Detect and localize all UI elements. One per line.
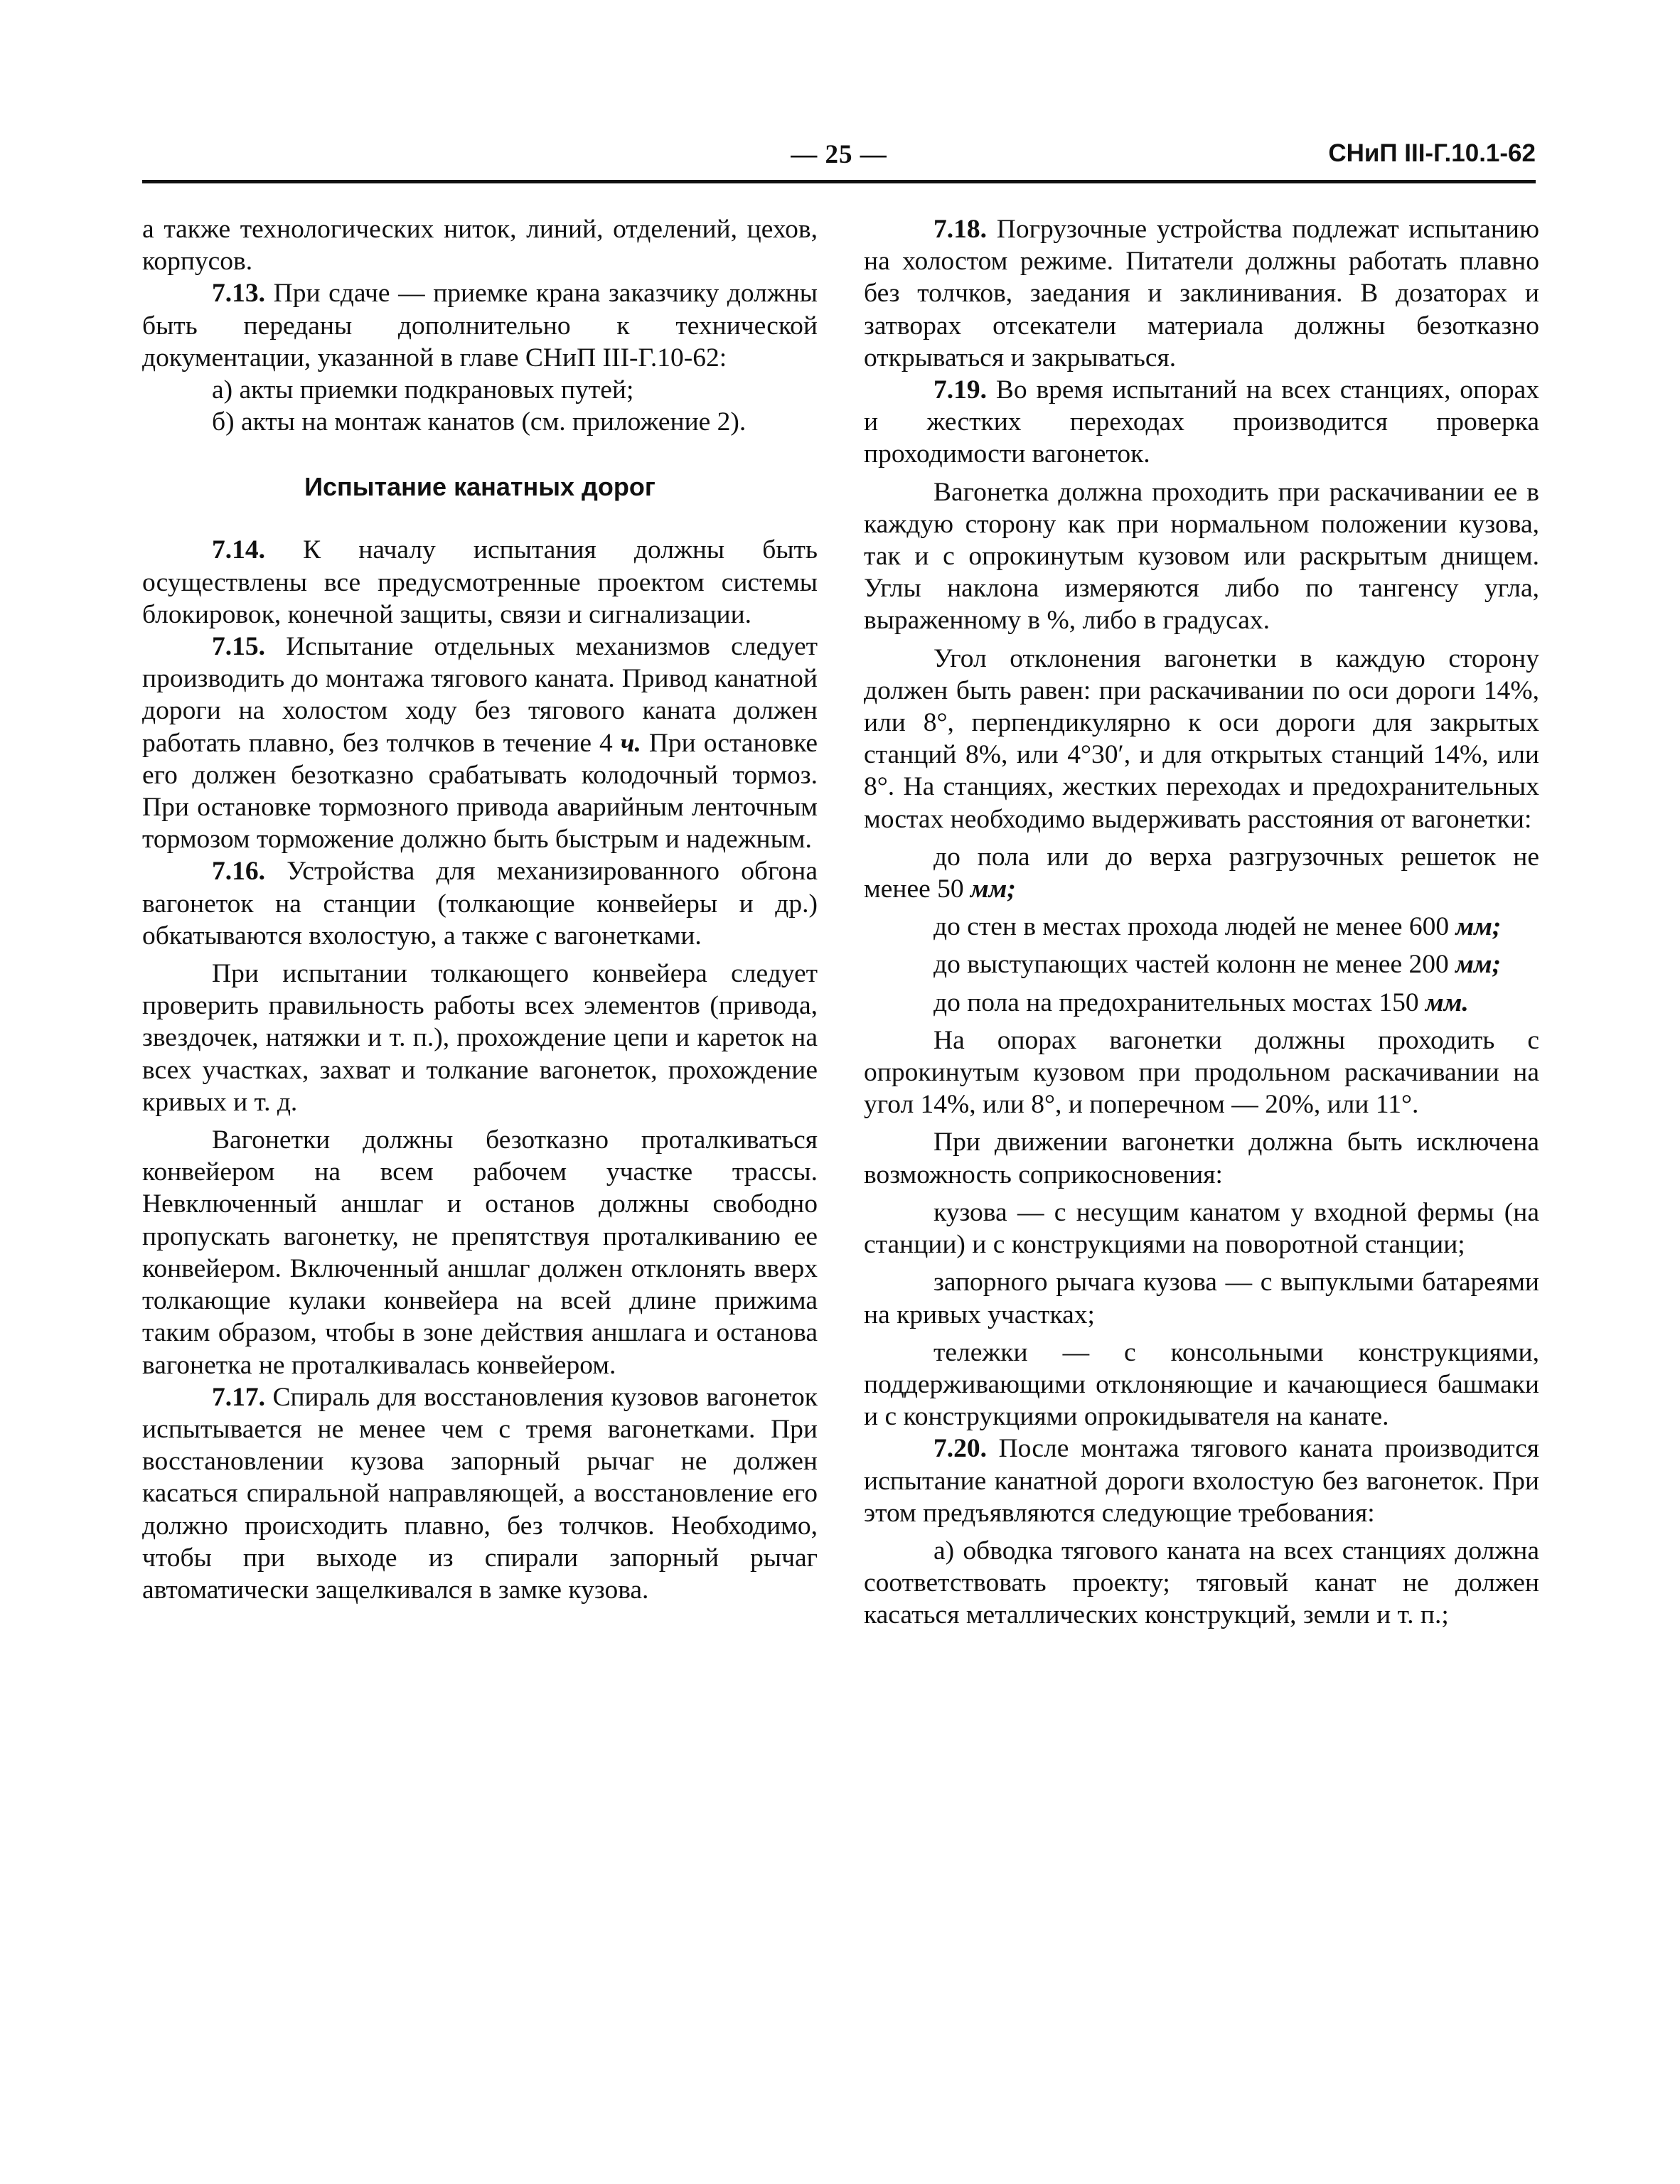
clause-7-20 <box>864 1433 1539 1529</box>
list-item: кузова — с несущим канатом у входной фермы (на станции) и с конструкциями на поворотной станции; <box>864 1197 1539 1260</box>
clause-number: 7.17. <box>212 1382 265 1412</box>
clause-text: Спираль для восстановления кузовов вагонеток испытывается не менее чем с тремя вагонетками. При восстановлении кузова запорный рычаг не должен касаться спиральной направляющей, а восстановление его должно происходить плавно, без толчков. Необходимо, чтобы при выходе из спирали запорный рычаг автоматически защелкивался в замке кузова. <box>142 1382 818 1605</box>
page-header <box>142 135 1536 185</box>
clause-7-13 <box>142 277 818 374</box>
item-text: до пола или до верха разгрузочных решеток не менее 50 <box>864 842 1539 904</box>
paragraph: Угол отклонения вагонетки в каждую сторону должен быть равен: при раскачивании по оси дороги 14%, или 8°, перпендикулярно к оси дороги для закрытых станций 8%, или 4°30′, и для открытых станций 14%, или 8°. На станциях, жестких переходах и предохранительных мостах необходимо выдерживать расстояния от вагонетки: <box>864 643 1539 834</box>
distance-item <box>864 841 1539 905</box>
section-heading: Испытание канатных дорог <box>304 472 656 502</box>
document-code: СНиП III-Г.10.1-62 <box>1328 139 1536 167</box>
item-text: до стен в местах прохода людей не менее 600 <box>933 912 1450 942</box>
clause-text: При остановке его должен безотказно срабатывать колодочный тормоз. При остановке тормозного привода аварийным ленточным тормозом торможение должно быть быстрым и надежным. <box>142 728 818 855</box>
list-item: б) акты на монтаж канатов (см. приложение 2). <box>212 407 747 437</box>
list-item: а) акты приемки подкрановых путей; <box>212 375 634 405</box>
clause-number: 7.19. <box>933 375 987 405</box>
header-rule <box>142 180 1536 183</box>
clause-number: 7.15. <box>212 632 265 662</box>
clause-number: 7.16. <box>212 857 265 887</box>
unit: мм; <box>970 874 1016 904</box>
distance-item <box>864 911 1539 943</box>
clause-number: 7.13. <box>212 279 265 309</box>
clause-number: 7.18. <box>933 215 987 244</box>
clause-number: 7.14. <box>212 535 265 565</box>
clause-number: 7.20. <box>933 1434 987 1464</box>
list-item: а) обводка тягового каната на всех станциях должна соответствовать проекту; тяговый канат не должен касаться металлических конструкций, земли и т. п.; <box>864 1536 1539 1630</box>
unit: мм; <box>1455 912 1502 942</box>
clause-text: Испытание отдельных механизмов следует производить до монтажа тягового каната. Привод канатной дороги на холостом ходу без тягового каната должен работать плавно, без толчков в течение 4 <box>142 632 818 758</box>
unit: мм. <box>1425 987 1469 1017</box>
left-column <box>142 213 818 1606</box>
clause-text: При сдаче — приемке крана заказчику должны быть переданы дополнительно к технической документации, указанной в главе СНиП III-Г.10-62: <box>142 279 818 373</box>
paragraph: При испытании толкающего конвейера следует проверить правильность работы всех элементов (привода, звездочек, натяжки и т. п.), прохождение цепи и кареток на всех участках, захват и толкание вагонеток, прохождение кривых и т. д. <box>142 959 818 1117</box>
page-number: — 25 — <box>791 140 887 169</box>
right-column <box>864 213 1539 1632</box>
list-item: запорного рычага кузова — с выпуклыми батареями на кривых участках; <box>864 1268 1539 1329</box>
clause-text: Погрузочные устройства подлежат испытанию на холостом режиме. Питатели должны работать плавно без толчков, заедания и заклинивания. В дозаторах и затворах отсекатели материала должны безотказно открываться и закрываться. <box>864 215 1539 373</box>
clause-text: Устройства для механизированного обгона вагонеток на станции (толкающие конвейеры и др.) обкатываются вхолостую, а также с вагонетками. <box>142 857 818 951</box>
unit: мм; <box>1455 950 1502 980</box>
item-text: до пола на предохранительных мостах 150 <box>933 987 1419 1017</box>
clause-7-18 <box>864 213 1539 374</box>
clause-7-19 <box>864 374 1539 471</box>
paragraph: Вагонетка должна проходить при раскачивании ее в каждую сторону как при нормальном положении кузова, так и с опрокинутым кузовом или раскрытым днищем. Углы наклона измеряются либо по тангенсу угла, выраженному в %, либо в градусах. <box>864 477 1539 636</box>
clause-text: После монтажа тягового каната производится испытание канатной дороги вхолостую без вагонеток. При этом предъявляются следующие требования: <box>864 1434 1539 1528</box>
paragraph: При движении вагонетки должна быть исключена возможность соприкосновения: <box>864 1128 1539 1189</box>
list-item: тележки — с консольными конструкциями, поддерживающими отклоняющие и качающиеся башмаки и с конструкциями опрокидывателя на канате. <box>864 1337 1539 1432</box>
unit: ч. <box>620 728 641 758</box>
clause-7-14 <box>142 534 818 631</box>
clause-7-17 <box>142 1381 818 1606</box>
clause-7-16 <box>142 855 818 952</box>
paragraph: а также технологических ниток, линий, отделений, цехов, корпусов. <box>142 215 818 277</box>
clause-text: К началу испытания должны быть осуществлены все предусмотренные проектом системы блокировок, конечной защиты, связи и сигнализации. <box>142 535 818 629</box>
distance-item <box>864 948 1539 980</box>
paragraph: Вагонетки должны безотказно проталкиваться конвейером на всем рабочем участке трассы. Невключенный аншлаг и останов должны свободно пропускать вагонетку, не препятствуя проталкиванию ее конвейером. Включенный аншлаг должен отклонять вверх толкающие кулаки конвейера на всей длине прижима таким образом, чтобы в зоне действия аншлага и останова вагонетка не проталкивалась конвейером. <box>142 1125 818 1380</box>
distance-item <box>864 987 1539 1019</box>
clause-7-15 <box>142 631 818 855</box>
clause-text: Во время испытаний на всех станциях, опорах и жестких переходах производится проверка проходимости вагонеток. <box>864 375 1540 469</box>
paragraph: На опорах вагонетки должны проходить с опрокинутым кузовом при продольном раскачивании на угол 14%, или 8°, и поперечном — 20%, или 11°. <box>864 1025 1539 1120</box>
item-text: до выступающих частей колонн не менее 200 <box>933 950 1449 980</box>
